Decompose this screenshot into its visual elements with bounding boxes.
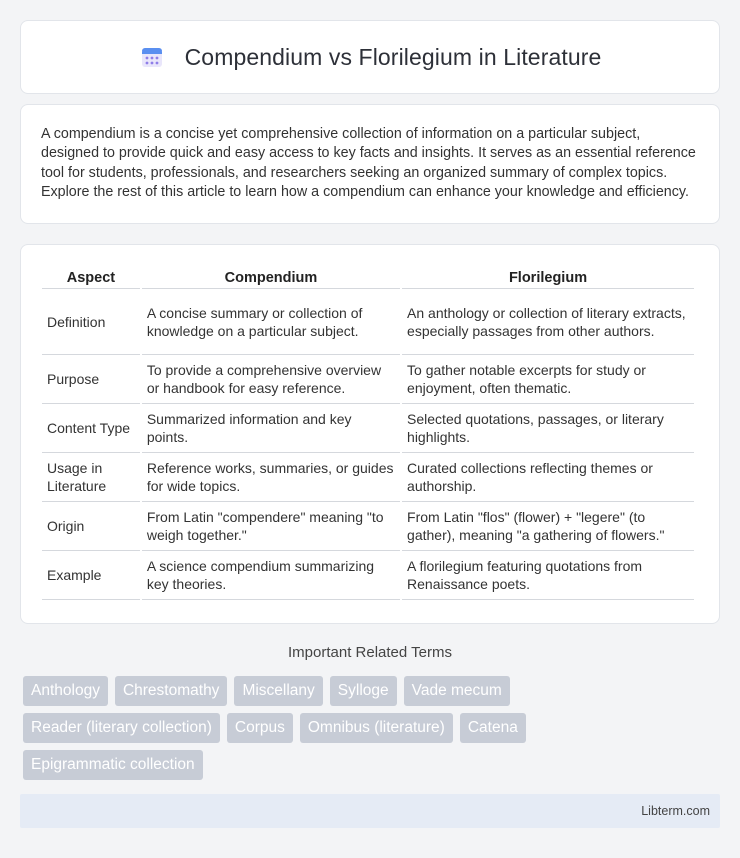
row-florilegium: Selected quotations, passages, or literary highlights.: [402, 404, 694, 453]
table-row: [42, 453, 694, 502]
table-row: [42, 289, 694, 355]
tag-corpus[interactable]: Corpus: [227, 713, 293, 743]
tag-epigrammatic-collection[interactable]: Epigrammatic collection: [23, 750, 203, 780]
row-florilegium: Curated collections reflecting themes or authorship.: [402, 453, 694, 502]
row-compendium: Summarized information and key points.: [142, 404, 400, 453]
title-card: [20, 20, 720, 94]
tag-row: [23, 713, 723, 743]
row-florilegium: A florilegium featuring quotations from Renaissance poets.: [402, 551, 694, 600]
tag-chrestomathy[interactable]: Chrestomathy: [115, 676, 227, 706]
footer: [20, 794, 720, 828]
tag-anthology[interactable]: Anthology: [23, 676, 108, 706]
tag-sylloge[interactable]: Sylloge: [330, 676, 397, 706]
comparison-table-card: [20, 244, 720, 624]
row-aspect: Content Type: [42, 404, 140, 453]
row-compendium: From Latin "compendere" meaning "to weigh together.": [142, 502, 400, 551]
row-compendium: To provide a comprehensive overview or handbook for easy reference.: [142, 355, 400, 404]
footer-site-link[interactable]: Libterm.com: [641, 804, 710, 818]
row-compendium: A concise summary or collection of knowledge on a particular subject.: [142, 289, 400, 355]
tag-row: [23, 750, 723, 780]
row-aspect: Example: [42, 551, 140, 600]
tag-miscellany[interactable]: Miscellany: [234, 676, 322, 706]
table-row: [42, 355, 694, 404]
row-florilegium: From Latin "flos" (flower) + "legere" (to gather), meaning "a gathering of flowers.": [402, 502, 694, 551]
page-title: Compendium vs Florilegium in Literature: [184, 43, 602, 70]
header-florilegium: Florilegium: [402, 263, 694, 289]
row-florilegium: An anthology or collection of literary extracts, especially passages from other authors.: [402, 289, 694, 355]
related-terms-list: [23, 676, 723, 787]
table-row: [42, 551, 694, 600]
tag-row: [23, 676, 723, 706]
row-compendium: A science compendium summarizing key theories.: [142, 551, 400, 600]
table-header-row: [42, 263, 694, 289]
row-aspect: Purpose: [42, 355, 140, 404]
row-aspect: Origin: [42, 502, 140, 551]
row-aspect: Usage in Literature: [42, 453, 140, 502]
header-compendium: Compendium: [142, 263, 400, 289]
related-terms-title: Important Related Terms: [288, 644, 452, 661]
intro-paragraph: A compendium is a concise yet comprehensive collection of information on a particular subject, designed to provide quick and easy access to key facts and insights. It serves as an essential reference tool for students, professionals, and researchers seeking an organized summary of complex topics. Explore the rest of this article to learn how a compendium can enhance your knowledge and efficiency.: [41, 126, 696, 200]
comparison-table: [40, 263, 696, 600]
tag-reader[interactable]: Reader (literary collection): [23, 713, 220, 743]
table-row: [42, 502, 694, 551]
calendar-icon: [139, 44, 165, 70]
tag-catena[interactable]: Catena: [460, 713, 526, 743]
tag-omnibus[interactable]: Omnibus (literature): [300, 713, 453, 743]
tag-vade-mecum[interactable]: Vade mecum: [404, 676, 510, 706]
header-aspect: Aspect: [42, 263, 140, 289]
intro-card: [20, 104, 720, 224]
row-compendium: Reference works, summaries, or guides for wide topics.: [142, 453, 400, 502]
table-row: [42, 404, 694, 453]
row-aspect: Definition: [42, 289, 140, 355]
row-florilegium: To gather notable excerpts for study or enjoyment, often thematic.: [402, 355, 694, 404]
